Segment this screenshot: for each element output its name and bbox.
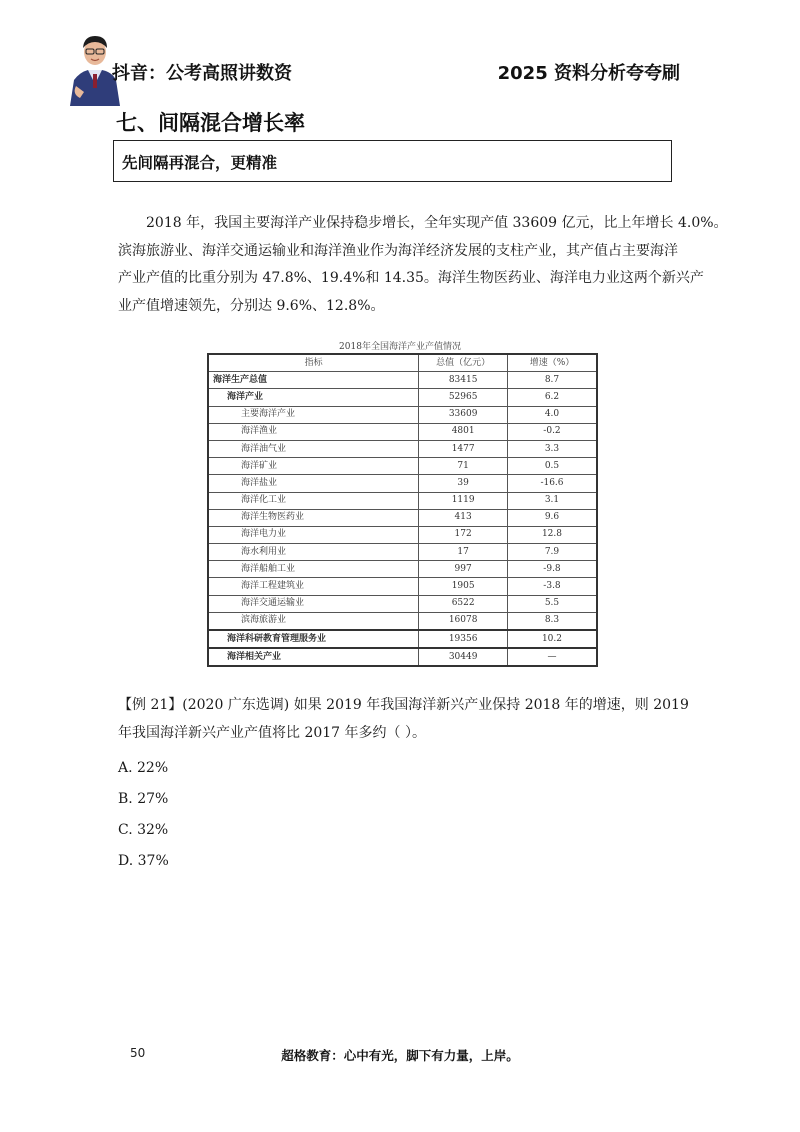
indicator-cell: 滨海旅游业 bbox=[208, 612, 419, 630]
growth-cell: — bbox=[507, 648, 597, 666]
table-row bbox=[208, 458, 597, 475]
table-row bbox=[208, 595, 597, 612]
indicator-cell: 海洋油气业 bbox=[208, 440, 419, 457]
growth-cell: 8.7 bbox=[507, 372, 597, 389]
question-stem bbox=[118, 691, 688, 747]
indicator-cell: 海洋产业 bbox=[208, 389, 419, 406]
indicator-cell: 海洋矿业 bbox=[208, 458, 419, 475]
growth-cell: -16.6 bbox=[507, 475, 597, 492]
table-row bbox=[208, 440, 597, 457]
value-cell: 172 bbox=[419, 526, 508, 543]
value-cell: 16078 bbox=[419, 612, 508, 630]
table-row bbox=[208, 526, 597, 543]
growth-cell: 4.0 bbox=[507, 406, 597, 423]
section-title: 七、间隔混合增长率 bbox=[116, 111, 305, 135]
question-line: 年我国海洋新兴产业产值将比 2017 年多约（ ）。 bbox=[118, 725, 426, 741]
value-cell: 33609 bbox=[419, 406, 508, 423]
option-d[interactable]: D. 37% bbox=[118, 853, 169, 869]
column-header: 指标 bbox=[208, 354, 419, 372]
value-cell: 83415 bbox=[419, 372, 508, 389]
value-cell: 6522 bbox=[419, 595, 508, 612]
growth-cell: 3.3 bbox=[507, 440, 597, 457]
indicator-cell: 主要海洋产业 bbox=[208, 406, 419, 423]
growth-cell: 6.2 bbox=[507, 389, 597, 406]
table-row bbox=[208, 475, 597, 492]
table-row bbox=[208, 544, 597, 561]
value-cell: 30449 bbox=[419, 648, 508, 666]
header-channel-title: 抖音：公考高照讲数资 bbox=[112, 63, 292, 84]
value-cell: 17 bbox=[419, 544, 508, 561]
growth-cell: 10.2 bbox=[507, 630, 597, 648]
question-line: 【例 21】(2020 广东选调) 如果 2019 年我国海洋新兴产业保持 2018 年的增速，则 2019 bbox=[118, 697, 689, 713]
growth-cell: 3.1 bbox=[507, 492, 597, 509]
growth-cell: -9.8 bbox=[507, 561, 597, 578]
indicator-cell: 海洋科研教育管理服务业 bbox=[208, 630, 419, 648]
tip-box bbox=[113, 140, 672, 182]
growth-cell: 7.9 bbox=[507, 544, 597, 561]
table-header-row bbox=[208, 354, 597, 372]
table-row bbox=[208, 406, 597, 423]
paragraph-line: 业产值增速领先，分别达 9.6%、12.8%。 bbox=[118, 297, 385, 314]
table-title: 2018年全国海洋产业产值情况 bbox=[339, 342, 461, 352]
table-row bbox=[208, 509, 597, 526]
growth-cell: 0.5 bbox=[507, 458, 597, 475]
indicator-cell: 海洋船舶工业 bbox=[208, 561, 419, 578]
indicator-cell: 海洋电力业 bbox=[208, 526, 419, 543]
value-cell: 997 bbox=[419, 561, 508, 578]
option-b[interactable]: B. 27% bbox=[118, 791, 169, 807]
table-row bbox=[208, 612, 597, 630]
growth-cell: 9.6 bbox=[507, 509, 597, 526]
tip-text: 先间隔再混合，更精准 bbox=[122, 154, 278, 172]
growth-cell: -3.8 bbox=[507, 578, 597, 595]
intro-paragraph bbox=[118, 210, 728, 320]
indicator-cell: 海洋生产总值 bbox=[208, 372, 419, 389]
indicator-cell: 海洋生物医药业 bbox=[208, 509, 419, 526]
table-row bbox=[208, 648, 597, 666]
footer-slogan: 超格教育：心中有光，脚下有力量，上岸。 bbox=[281, 1048, 519, 1063]
table-row bbox=[208, 578, 597, 595]
value-cell: 1477 bbox=[419, 440, 508, 457]
value-cell: 71 bbox=[419, 458, 508, 475]
indicator-cell: 海洋相关产业 bbox=[208, 648, 419, 666]
indicator-cell: 海洋盐业 bbox=[208, 475, 419, 492]
value-cell: 19356 bbox=[419, 630, 508, 648]
indicator-cell: 海洋化工业 bbox=[208, 492, 419, 509]
indicator-cell: 海水利用业 bbox=[208, 544, 419, 561]
marine-industry-table bbox=[207, 353, 598, 667]
table-row bbox=[208, 389, 597, 406]
column-header: 总值（亿元） bbox=[419, 354, 508, 372]
growth-cell: -0.2 bbox=[507, 423, 597, 440]
option-a[interactable]: A. 22% bbox=[118, 760, 169, 776]
table-row bbox=[208, 561, 597, 578]
paragraph-line: 产业产值的比重分别为 47.8%、19.4%和 14.35。海洋生物医药业、海洋电力业这两个新兴产 bbox=[118, 270, 704, 286]
value-cell: 52965 bbox=[419, 389, 508, 406]
indicator-cell: 海洋交通运输业 bbox=[208, 595, 419, 612]
table-row bbox=[208, 492, 597, 509]
header-book-title: 2025 资料分析夸夸刷 bbox=[497, 63, 680, 84]
value-cell: 39 bbox=[419, 475, 508, 492]
growth-cell: 8.3 bbox=[507, 612, 597, 630]
value-cell: 1905 bbox=[419, 578, 508, 595]
paragraph-line: 2018 年，我国主要海洋产业保持稳步增长，全年实现产值 33609 亿元，比上年增长 4.0%。 bbox=[146, 215, 728, 231]
column-header: 增速（%） bbox=[507, 354, 597, 372]
indicator-cell: 海洋渔业 bbox=[208, 423, 419, 440]
page-number: 50 bbox=[130, 1046, 146, 1060]
value-cell: 413 bbox=[419, 509, 508, 526]
growth-cell: 12.8 bbox=[507, 526, 597, 543]
paragraph-line: 滨海旅游业、海洋交通运输业和海洋渔业作为海洋经济发展的支柱产业，其产值占主要海洋 bbox=[118, 242, 678, 259]
growth-cell: 5.5 bbox=[507, 595, 597, 612]
value-cell: 4801 bbox=[419, 423, 508, 440]
value-cell: 1119 bbox=[419, 492, 508, 509]
option-c[interactable]: C. 32% bbox=[118, 822, 169, 838]
table-row bbox=[208, 630, 597, 648]
indicator-cell: 海洋工程建筑业 bbox=[208, 578, 419, 595]
table-row bbox=[208, 423, 597, 440]
table-row bbox=[208, 372, 597, 389]
